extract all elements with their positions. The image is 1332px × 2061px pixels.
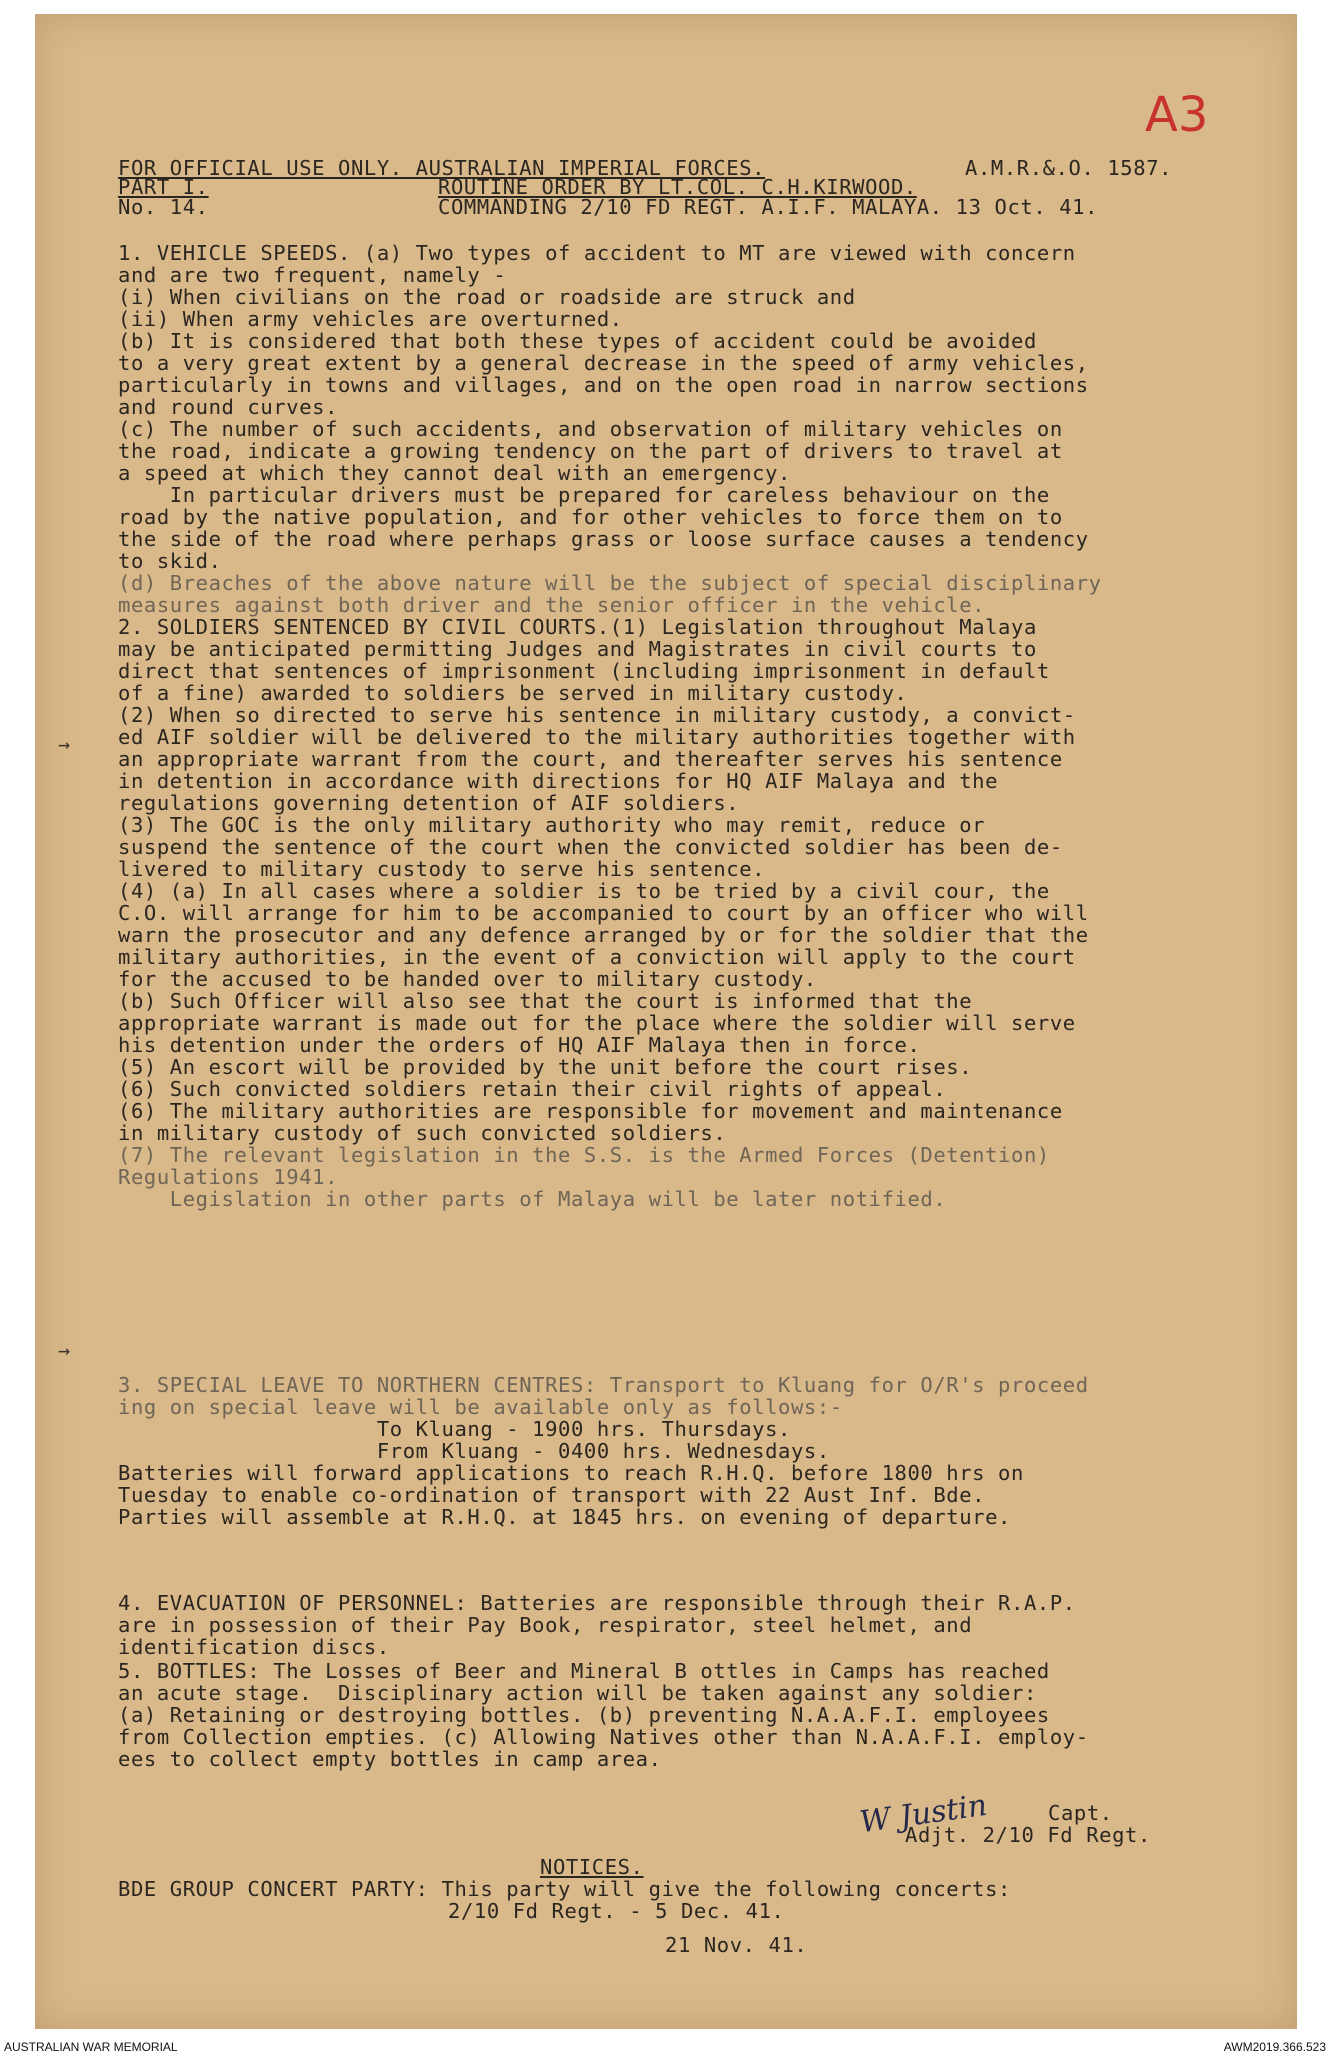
text-line: warn the prosecutor and any defence arranged by or for the soldier that the (118, 923, 1089, 947)
signature-rank: Capt. (1048, 1801, 1113, 1825)
header-routine: ROUTINE ORDER BY LT.COL. C.H.KIRWOOD. (438, 175, 917, 199)
text-line: (3) The GOC is the only military authority who may remit, reduce or (118, 813, 986, 837)
text-line: 5. BOTTLES: The Losses of Beer and Mineral B ottles in Camps has reached (118, 1659, 1050, 1683)
text-line: (5) An escort will be provided by the unit before the court rises. (118, 1055, 973, 1079)
text-line: ed AIF soldier will be delivered to the military authorities together with (118, 725, 1076, 749)
text-line: his detention under the orders of HQ AIF Malaya then in force. (118, 1033, 921, 1057)
text-line: the side of the road where perhaps grass or loose surface causes a tendency (118, 527, 1089, 551)
text-line: appropriate warrant is made out for the place where the soldier will serve (118, 1011, 1076, 1035)
header-commanding: COMMANDING 2/10 FD REGT. A.I.F. MALAYA. 13 Oct. 41. (438, 195, 1099, 219)
text-line: (b) It is considered that both these types of accident could be avoided (118, 329, 1037, 353)
text-line: In particular drivers must be prepared for careless behaviour on the (118, 483, 1050, 507)
text-line: may be anticipated permitting Judges and Magistrates in civil courts to (118, 637, 1037, 661)
text-line: Tuesday to enable co-ordination of transport with 22 Aust Inf. Bde. (118, 1483, 986, 1507)
text-line: an acute stage. Disciplinary action will be taken against any soldier: (118, 1681, 1037, 1705)
text-line: From Kluang - 0400 hrs. Wednesdays. (118, 1439, 830, 1463)
para-vehicle-speeds (118, 242, 1268, 616)
text-line: are in possession of their Pay Book, respirator, steel helmet, and (118, 1613, 973, 1637)
para-evacuation (118, 1592, 1268, 1658)
text-line: Parties will assemble at R.H.Q. at 1845 hrs. on evening of departure. (118, 1505, 1012, 1529)
handwritten-reference-mark: A3 (1145, 87, 1209, 143)
notices-line: BDE GROUP CONCERT PARTY: This party will give the following concerts: (118, 1877, 1012, 1901)
text-line: Batteries will forward applications to reach R.H.Q. before 1800 hrs on (118, 1461, 1024, 1485)
text-line: military authorities, in the event of a conviction will apply to the court (118, 945, 1076, 969)
text-line: and are two frequent, namely - (118, 263, 507, 287)
header-line1: FOR OFFICIAL USE ONLY. AUSTRALIAN IMPERIAL FORCES. (118, 156, 766, 180)
notices-line: 21 Nov. 41. (665, 1933, 808, 1957)
text-line: an appropriate warrant from the court, and thereafter serves his sentence (118, 747, 1063, 771)
margin-arrow-icon: → (58, 1338, 71, 1362)
text-line: (d) Breaches of the above nature will be the subject of special disciplinary (118, 571, 1102, 595)
para-special-leave (118, 1374, 1268, 1528)
text-line: direct that sentences of imprisonment (including imprisonment in default (118, 659, 1050, 683)
text-line: suspend the sentence of the court when the convicted soldier has been de- (118, 835, 1063, 859)
text-line: Regulations 1941. (118, 1165, 339, 1189)
text-line: C.O. will arrange for him to be accompanied to court by an officer who will (118, 901, 1089, 925)
text-line: (4) (a) In all cases where a soldier is to be tried by a civil cour, the (118, 879, 1050, 903)
text-line: for the accused to be handed over to military custody. (118, 967, 817, 991)
header-no: No. 14. (118, 195, 209, 219)
text-line: (c) The number of such accidents, and observation of military vehicles on (118, 417, 1063, 441)
text-line: 1. VEHICLE SPEEDS. (a) Two types of accident to MT are viewed with concern (118, 241, 1076, 265)
text-line: 3. SPECIAL LEAVE TO NORTHERN CENTRES: Transport to Kluang for O/R's proceed (118, 1373, 1089, 1397)
text-line: (7) The relevant legislation in the S.S. is the Armed Forces (Detention) (118, 1143, 1050, 1167)
text-line: ing on special leave will be available only as follows:- (118, 1395, 843, 1419)
text-line: particularly in towns and villages, and on the open road in narrow sections (118, 373, 1089, 397)
notices-line: 2/10 Fd Regt. - 5 Dec. 41. (448, 1899, 785, 1923)
text-line: Legislation in other parts of Malaya will be later notified. (118, 1187, 947, 1211)
notices-heading: NOTICES. (540, 1855, 644, 1879)
text-line: (b) Such Officer will also see that the court is informed that the (118, 989, 973, 1013)
text-line: in detention in accordance with directions for HQ AIF Malaya and the (118, 769, 999, 793)
text-line: regulations governing detention of AIF soldiers. (118, 791, 740, 815)
header-part: PART I. (118, 175, 209, 199)
text-line: from Collection empties. (c) Allowing Natives other than N.A.A.F.I. employ- (118, 1725, 1089, 1749)
footer-right: AWM2019.366.523 (1223, 2040, 1326, 2054)
text-line: the road, indicate a growing tendency on the part of drivers to travel at (118, 439, 1063, 463)
text-line: (i) When civilians on the road or roadside are struck and (118, 285, 856, 309)
handwritten-signature: W Justin (857, 1787, 990, 1841)
text-line: 4. EVACUATION OF PERSONNEL: Batteries are responsible through their R.A.P. (118, 1591, 1076, 1615)
text-line: in military custody of such convicted soldiers. (118, 1121, 727, 1145)
text-line: ees to collect empty bottles in camp area. (118, 1747, 662, 1771)
footer-left: AUSTRALIAN WAR MEMORIAL (4, 2040, 178, 2054)
header-ref: A.M.R.&.O. 1587. (965, 156, 1173, 180)
text-line: livered to military custody to serve his sentence. (118, 857, 766, 881)
text-line: of a fine) awarded to soldiers be served in military custody. (118, 681, 908, 705)
text-line: (6) Such convicted soldiers retain their civil rights of appeal. (118, 1077, 947, 1101)
text-line: identification discs. (118, 1635, 390, 1659)
text-line: (a) Retaining or destroying bottles. (b) preventing N.A.A.F.I. employees (118, 1703, 1050, 1727)
para-bottles (118, 1660, 1268, 1770)
text-line: To Kluang - 1900 hrs. Thursdays. (118, 1417, 791, 1441)
text-line: (6) The military authorities are responsible for movement and maintenance (118, 1099, 1063, 1123)
text-line: road by the native population, and for other vehicles to force them on to (118, 505, 1063, 529)
text-line: 2. SOLDIERS SENTENCED BY CIVIL COURTS.(1) Legislation throughout Malaya (118, 615, 1037, 639)
text-line: (2) When so directed to serve his sentence in military custody, a convict- (118, 703, 1076, 727)
text-line: to skid. (118, 549, 222, 573)
text-line: a speed at which they cannot deal with an emergency. (118, 461, 791, 485)
text-line: to a very great extent by a general decrease in the speed of army vehicles, (118, 351, 1089, 375)
text-line: (ii) When army vehicles are overturned. (118, 307, 623, 331)
margin-arrow-icon: → (58, 732, 71, 756)
signature-title: Adjt. 2/10 Fd Regt. (905, 1823, 1151, 1847)
text-line: measures against both driver and the senior officer in the vehicle. (118, 593, 986, 617)
para-soldiers-sentenced (118, 616, 1268, 1210)
text-line: and round curves. (118, 395, 339, 419)
